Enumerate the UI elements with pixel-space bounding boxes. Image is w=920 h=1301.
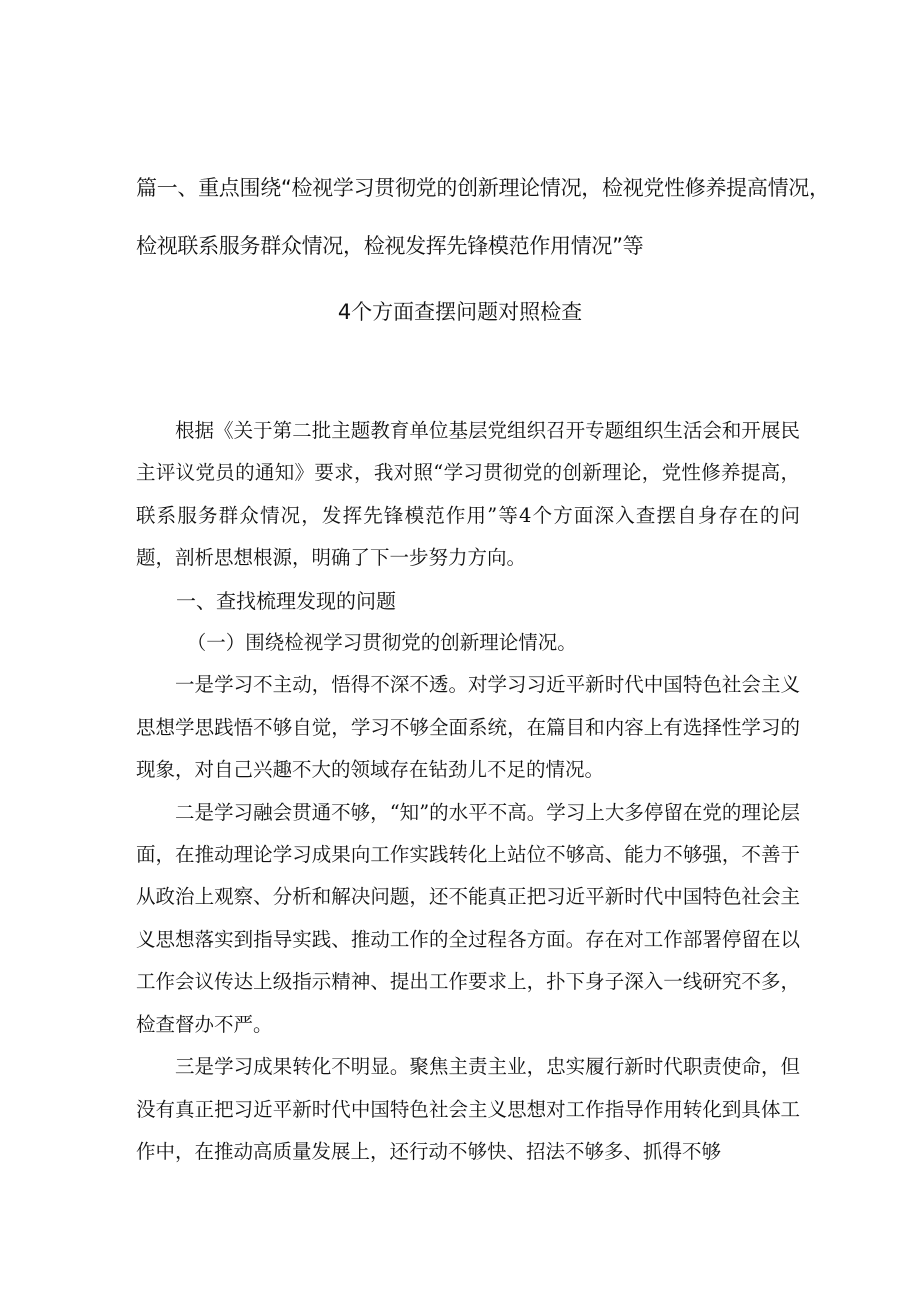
document-body (136, 410, 800, 1173)
body-paragraph: 二是学习融会贯通不够，“知”的水平不高。学习上大多停留在党的理论层面，在推动理论学习成果向工作实践转化上站位不够高、能力不够强，不善于从政治上观察、分析和解决问题，还不能真正把习近平新时代中国特色社会主义思想落实到指导实践、推动工作的全过程各方面。存在对工作部署停留在以工作会议传达上级指示精神、提出工作要求上，扑下身子深入一线研究不多，检查督办不严。 (136, 800, 800, 1036)
document-title-line-3: 4个方面查摆问题对照检查 (337, 300, 583, 324)
intro-paragraph: 根据《关于第二批主题教育单位基层党组织召开专题组织生活会和开展民主评议党员的通知》要求，我对照“学习贯彻党的创新理论，党性修养提高，联系服务群众情况，发挥先锋模范作用”等4个方面深入查摆自身存在的问题，剖析思想根源，明确了下一步努力方向。 (136, 419, 800, 570)
body-paragraph: 三是学习成果转化不明显。聚焦主责主业，忠实履行新时代职责使命，但没有真正把习近平新时代中国特色社会主义思想对工作指导作用转化到具体工作中，在推动高质量发展上，还行动不够快、招法不够多、抓得不够 (136, 1055, 800, 1163)
document-title-line-1: 篇一、重点围绕“检视学习贯彻党的创新理论情况，检视党性修养提高情况， (136, 176, 830, 200)
section-heading: 一、查找梳理发现的问题 (176, 588, 396, 613)
body-paragraph: 一是学习不主动，悟得不深不透。对学习习近平新时代中国特色社会主义思想学思践悟不够自觉，学习不够全面系统，在篇目和内容上有选择性学习的现象，对自己兴趣不大的领域存在钻劲儿不足的情况。 (136, 673, 800, 782)
document-title-line-2: 检视联系服务群众情况，检视发挥先锋模范作用情况”等 (136, 234, 644, 258)
subsection-heading: （一）围绕检视学习贯彻党的创新理论情况。 (186, 631, 577, 655)
